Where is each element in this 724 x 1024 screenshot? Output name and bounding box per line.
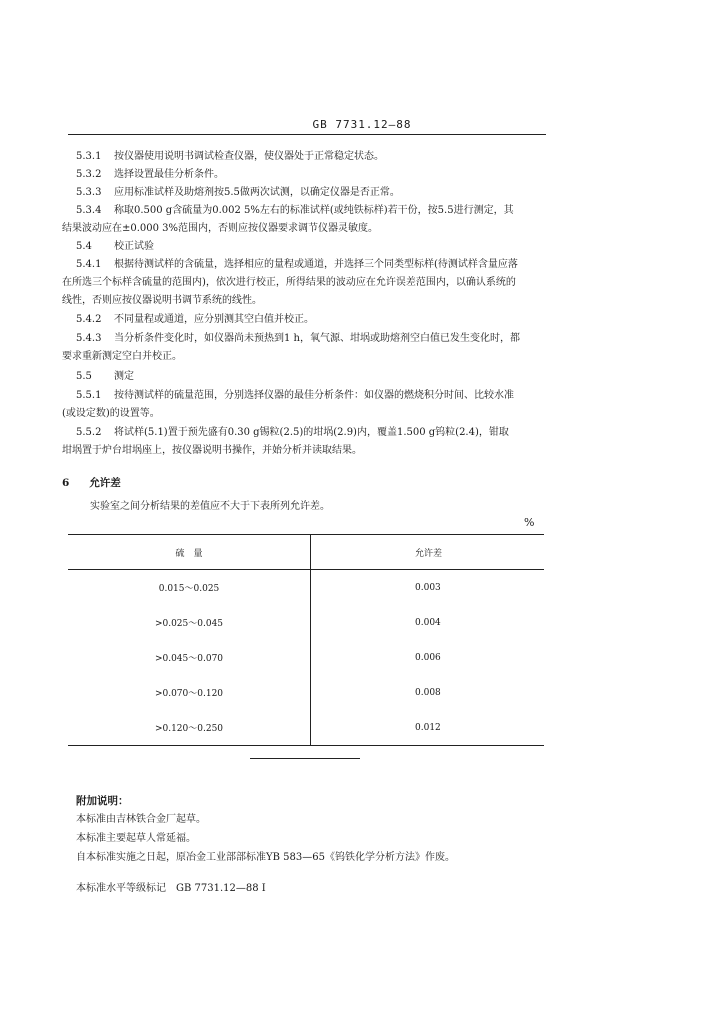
clause-5-4-3 [76, 332, 520, 346]
table-cell-range: >0.045～0.070 [68, 640, 311, 675]
clause-5-3-4 [76, 204, 514, 218]
standard-grade-footer: 本标准水平等级标记 GB 7731.12—88 Ⅰ [76, 883, 266, 894]
table-cell-range: >0.025～0.045 [68, 605, 311, 640]
table-header-sulfur: 硫 量 [68, 535, 311, 570]
table-row [68, 675, 544, 710]
clause-number: 5.3.2 [76, 169, 102, 180]
note-line: 自本标准实施之日起，原冶金工业部部标准YB 583—65《钨铁化学分析方法》作废。 [76, 852, 455, 863]
table-cell-tolerance: 0.003 [415, 582, 441, 593]
clause-5-5-1 [76, 389, 514, 403]
clause-5-3-3 [76, 186, 400, 200]
clause-text: 测定 [114, 371, 134, 382]
table-cell-range: >0.120～0.250 [68, 710, 311, 746]
notes-title: 附加说明： [76, 795, 129, 807]
section-number: 6 [62, 477, 70, 489]
clause-text: 按待测试样的硫量范围，分别选择仪器的最佳分析条件：如仪器的燃烧积分时间、比较水准 [114, 390, 514, 401]
table-row [68, 570, 544, 606]
table-cell-tolerance: 0.008 [415, 687, 441, 698]
clause-text: 根据待测试样的含硫量，选择相应的量程或通道，并选择三个同类型标样(待测试样含量应落 [114, 259, 518, 270]
header-rule [68, 134, 546, 135]
table-cell-tolerance: 0.006 [415, 652, 441, 663]
clause-continuation: (或设定数)的设置等。 [62, 408, 160, 419]
clause-text: 校正试验 [114, 241, 154, 252]
table-row [68, 605, 544, 640]
section-6-heading [62, 475, 121, 490]
clause-number: 5.3.4 [76, 205, 102, 216]
clause-5-4-1 [76, 258, 518, 272]
end-rule [250, 758, 360, 759]
table-header-tolerance: 允许差 [311, 535, 545, 570]
clause-text: 应用标准试样及助熔剂按5.5做两次试测，以确定仪器是否正常。 [114, 187, 400, 198]
clause-number: 5.5.1 [76, 390, 102, 401]
clause-number: 5.3.3 [76, 187, 102, 198]
clause-number: 5.4 [76, 241, 92, 252]
page-header: GB 7731.12—88 [312, 118, 412, 131]
section-6-intro: 实验室之间分析结果的差值应不大于下表所列允许差。 [90, 501, 330, 512]
note-line: 本标准主要起草人常延福。 [76, 833, 196, 844]
clause-continuation: 线性，否则应按仪器说明书调节系统的线性。 [62, 295, 262, 306]
clause-number: 5.5.2 [76, 427, 102, 438]
table-row [68, 640, 544, 675]
clause-5-4-2 [76, 313, 314, 327]
clause-number: 5.5 [76, 371, 92, 382]
table-row [68, 710, 544, 746]
clause-text: 当分析条件变化时，如仪器尚未预热到1 h，氧气源、坩埚或助熔剂空白值已发生变化时，都 [114, 333, 520, 344]
clause-continuation: 要求重新测定空白并校正。 [62, 351, 182, 362]
table-header-row [68, 535, 544, 570]
table-cell-tolerance: 0.012 [311, 710, 545, 746]
clause-text: 将试样(5.1)置于预先盛有0.30 g锡粒(2.5)的坩埚(2.9)内，覆盖1.500 g钨粒(2.4)，钳取 [114, 427, 509, 438]
clause-continuation: 结果波动应在±0.000 3%范围内，否则应按仪器要求调节仪器灵敏度。 [62, 223, 379, 234]
table-cell-range: 0.015～0.025 [68, 570, 311, 606]
clause-number: 5.4.3 [76, 333, 102, 344]
clause-number: 5.4.1 [76, 259, 102, 270]
clause-5-3-2 [76, 168, 224, 182]
clause-5-5-2 [76, 426, 509, 440]
clause-text: 按仪器使用说明书调试检查仪器，使仪器处于正常稳定状态。 [114, 151, 384, 162]
clause-5-4-heading [76, 240, 154, 254]
table-cell-range: >0.070～0.120 [68, 675, 311, 710]
unit-label: % [524, 516, 535, 529]
clause-5-3-1 [76, 150, 384, 164]
clause-text: 称取0.500 g含硫量为0.002 5%左右的标准试样(或纯铁标样)若干份，按5.5进行测定，其 [114, 205, 514, 216]
clause-number: 5.3.1 [76, 151, 102, 162]
section-title: 允许差 [89, 477, 121, 489]
table-cell-tolerance: 0.004 [415, 617, 441, 628]
clause-text: 选择设置最佳分析条件。 [114, 169, 224, 180]
tolerance-table [68, 534, 544, 746]
clause-number: 5.4.2 [76, 314, 102, 325]
clause-5-5-heading [76, 370, 134, 384]
clause-continuation: 坩埚置于炉台坩埚座上，按仪器说明书操作，并始分析并读取结果。 [62, 445, 362, 456]
note-line: 本标准由吉林铁合金厂起草。 [76, 814, 206, 825]
clause-text: 不同量程或通道，应分别测其空白值并校正。 [114, 314, 314, 325]
clause-continuation: 在所选三个标样含硫量的范围内)，依次进行校正，所得结果的波动应在允许误差范围内，以确认系统的 [62, 277, 516, 288]
